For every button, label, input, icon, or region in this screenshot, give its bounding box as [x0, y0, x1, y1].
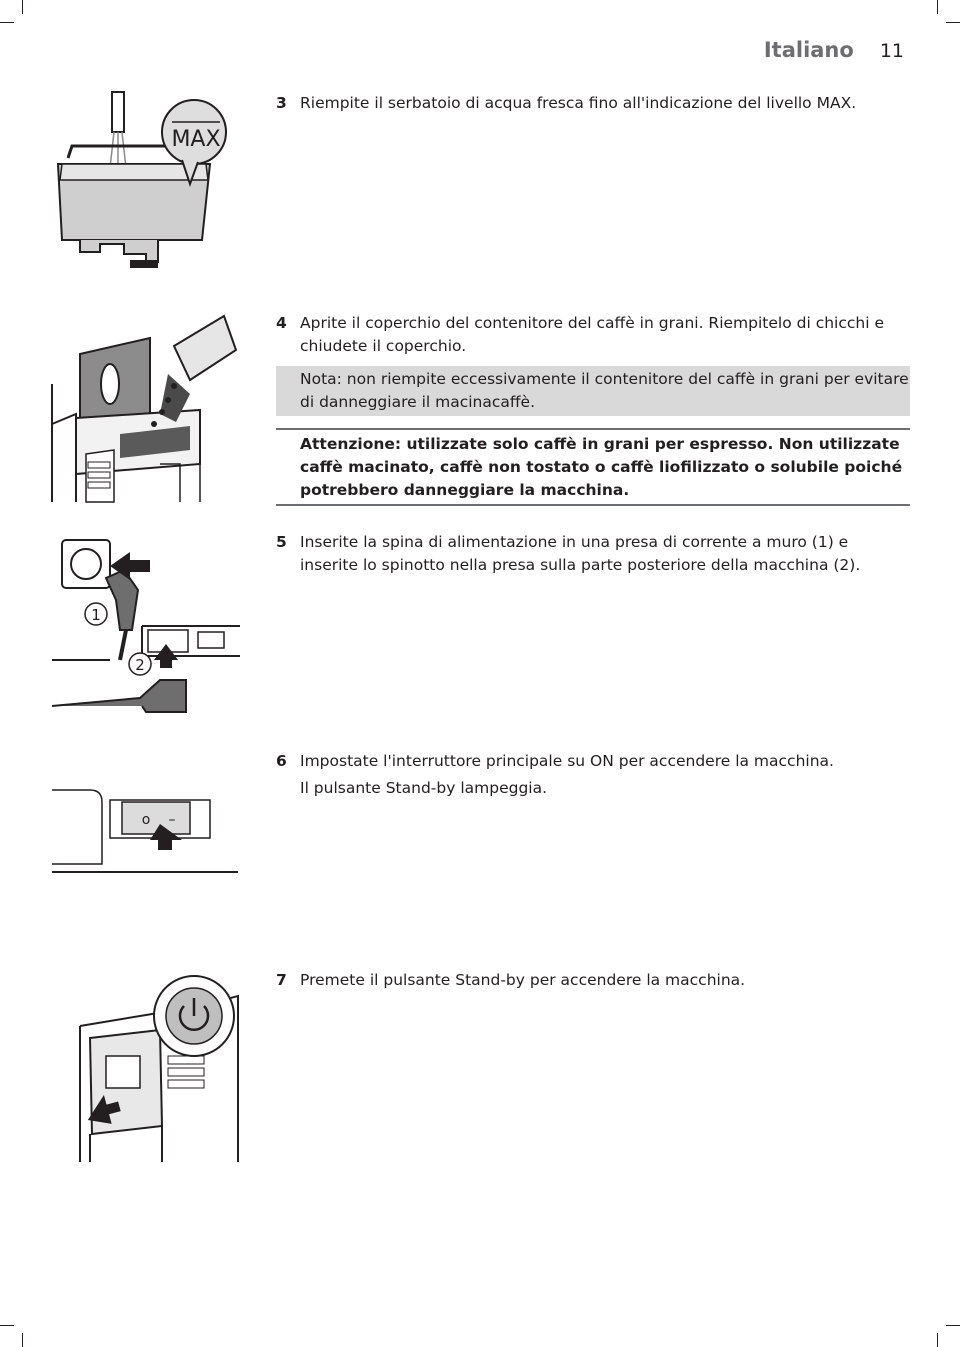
switch-off-symbol: o: [141, 812, 151, 828]
step-7: [276, 969, 910, 992]
page-number: 11: [879, 40, 904, 62]
callout-1: 1: [91, 606, 101, 624]
step-number: 4: [276, 314, 287, 332]
crop-mark: [22, 1333, 23, 1347]
step-text: Premete il pulsante Stand-by per accendere la macchina.: [300, 971, 746, 989]
step-text: Inserite la spina di alimentazione in una presa di corrente a muro (1) e inserite lo spinotto nella presa sulla parte posteriore della macchina (2).: [300, 533, 861, 574]
step-number: 6: [276, 752, 287, 770]
step-text: Impostate l'interruttore principale su ON per accendere la macchina.: [300, 752, 834, 770]
step-3: [276, 92, 910, 115]
bean-hopper-illustration: [50, 314, 240, 504]
power-plug-illustration: [50, 530, 240, 715]
crop-mark: [937, 1333, 938, 1347]
step-number: 7: [276, 971, 287, 989]
step-4: [276, 312, 910, 506]
crop-mark: [0, 1325, 14, 1326]
crop-mark: [946, 1325, 960, 1326]
caution-box: Attenzione: utilizzate solo caffè in grani per espresso. Non utilizzate caffè macinato, caffè non tostato o caffè liofilizzato o solubile poiché potrebbero danneggiare la macchina.: [276, 428, 910, 506]
switch-on-symbol: –: [168, 812, 176, 828]
max-label: MAX: [171, 127, 221, 152]
crop-mark: [22, 0, 23, 14]
standby-button-illustration: [50, 966, 240, 1162]
step-number: 5: [276, 533, 287, 551]
main-switch-illustration: [50, 788, 240, 876]
page-header: [764, 38, 904, 62]
step-5: [276, 531, 910, 577]
step-text: Riempite il serbatoio di acqua fresca fino all'indicazione del livello MAX.: [300, 94, 857, 112]
crop-mark: [946, 22, 960, 23]
note-box: Nota: non riempite eccessivamente il contenitore del caffè in grani per evitare di danneggiare il macinacaffè.: [276, 366, 910, 416]
step-number: 3: [276, 94, 287, 112]
step-text: Aprite il coperchio del contenitore del caffè in grani. Riempitelo di chicchi e chiudete il coperchio.: [300, 314, 884, 355]
language-label: Italiano: [763, 38, 854, 62]
callout-2: 2: [135, 656, 145, 674]
water-tank-illustration: [50, 88, 240, 273]
step-6: [276, 750, 910, 800]
crop-mark: [937, 0, 938, 14]
crop-mark: [0, 22, 14, 23]
step-result: Il pulsante Stand-by lampeggia.: [300, 779, 548, 797]
